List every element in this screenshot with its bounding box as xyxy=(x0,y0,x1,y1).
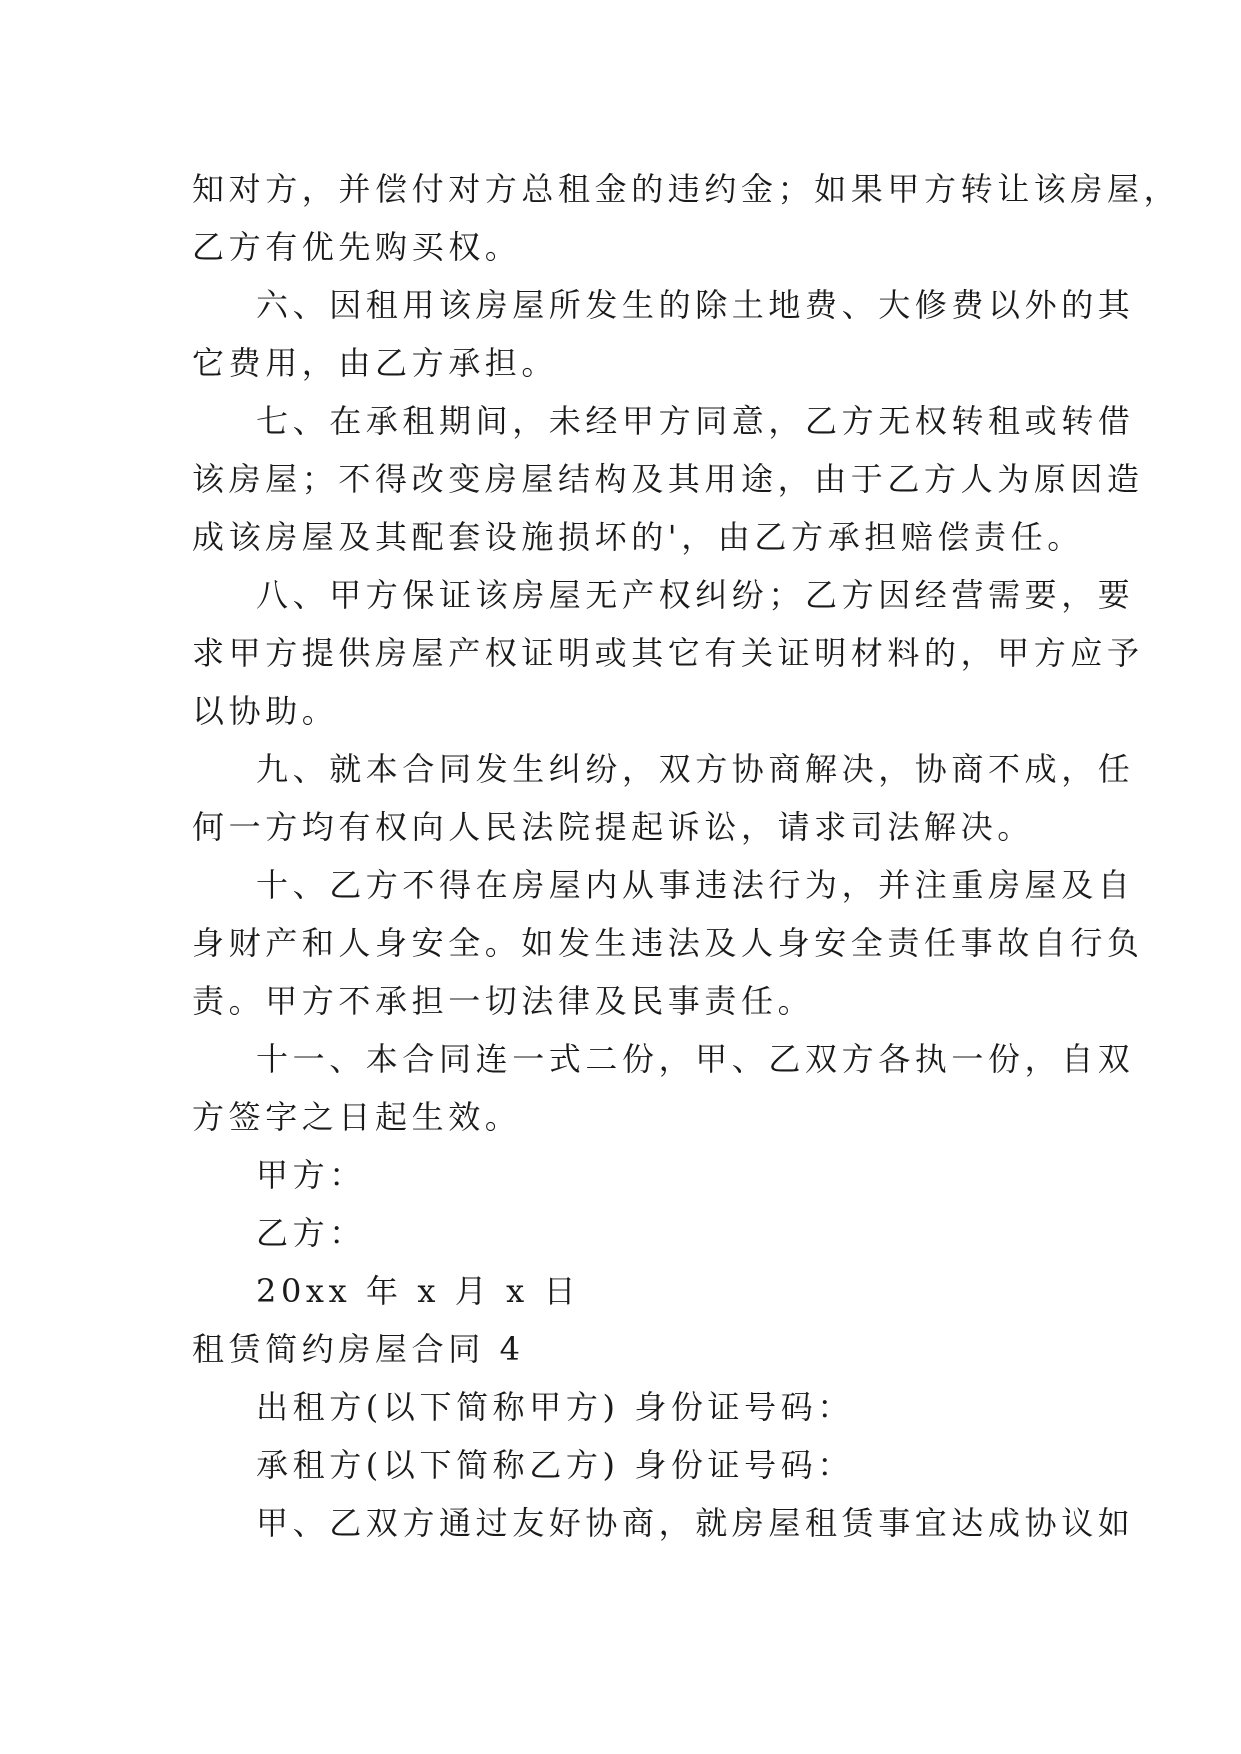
lessee-id-line: 承租方(以下简称乙方) 身份证号码： xyxy=(256,1446,854,1484)
text-line: 乙方有优先购买权。 xyxy=(192,228,522,266)
party-b-signature-label: 乙方： xyxy=(256,1214,366,1252)
intro-line: 甲、乙双方通过友好协商，就房屋租赁事宜达成协议如 xyxy=(256,1504,1135,1542)
clause-ten: 十、乙方不得在房屋内从事违法行为，并注重房屋及自 xyxy=(256,866,1135,904)
clause-eleven: 十一、本合同连一式二份，甲、乙双方各执一份，自双 xyxy=(256,1040,1135,1078)
text-line: 求甲方提供房屋产权证明或其它有关证明材料的，甲方应予 xyxy=(192,634,1144,672)
party-a-signature-label: 甲方： xyxy=(256,1156,366,1194)
text-line: 该房屋；不得改变房屋结构及其用途，由于乙方人为原因造 xyxy=(192,460,1144,498)
clause-eight: 八、甲方保证该房屋无产权纠纷；乙方因经营需要，要 xyxy=(256,576,1135,614)
text-line: 成该房屋及其配套设施损坏的'，由乙方承担赔偿责任。 xyxy=(192,518,1084,556)
text-line: 身财产和人身安全。如发生违法及人身安全责任事故自行负 xyxy=(192,924,1144,962)
text-line: 何一方均有权向人民法院提起诉讼，请求司法解决。 xyxy=(192,808,1034,846)
lessor-id-line: 出租方(以下简称甲方) 身份证号码： xyxy=(256,1388,854,1426)
clause-nine: 九、就本合同发生纠纷，双方协商解决，协商不成，任 xyxy=(256,750,1135,788)
text-line: 以协助。 xyxy=(192,692,339,730)
clause-seven: 七、在承租期间，未经甲方同意，乙方无权转租或转借 xyxy=(256,402,1135,440)
document-body xyxy=(192,160,1181,1552)
text-line: 方签字之日起生效。 xyxy=(192,1098,522,1136)
text-line: 知对方，并偿付对方总租金的违约金；如果甲方转让该房屋， xyxy=(192,170,1181,208)
text-line: 责。甲方不承担一切法律及民事责任。 xyxy=(192,982,815,1020)
text-line: 它费用，由乙方承担。 xyxy=(192,344,559,382)
contract-title: 租赁简约房屋合同 4 xyxy=(192,1330,525,1368)
signing-date: 20xx 年 x 月 x 日 xyxy=(256,1272,581,1310)
clause-six: 六、因租用该房屋所发生的除土地费、大修费以外的其 xyxy=(256,286,1135,324)
